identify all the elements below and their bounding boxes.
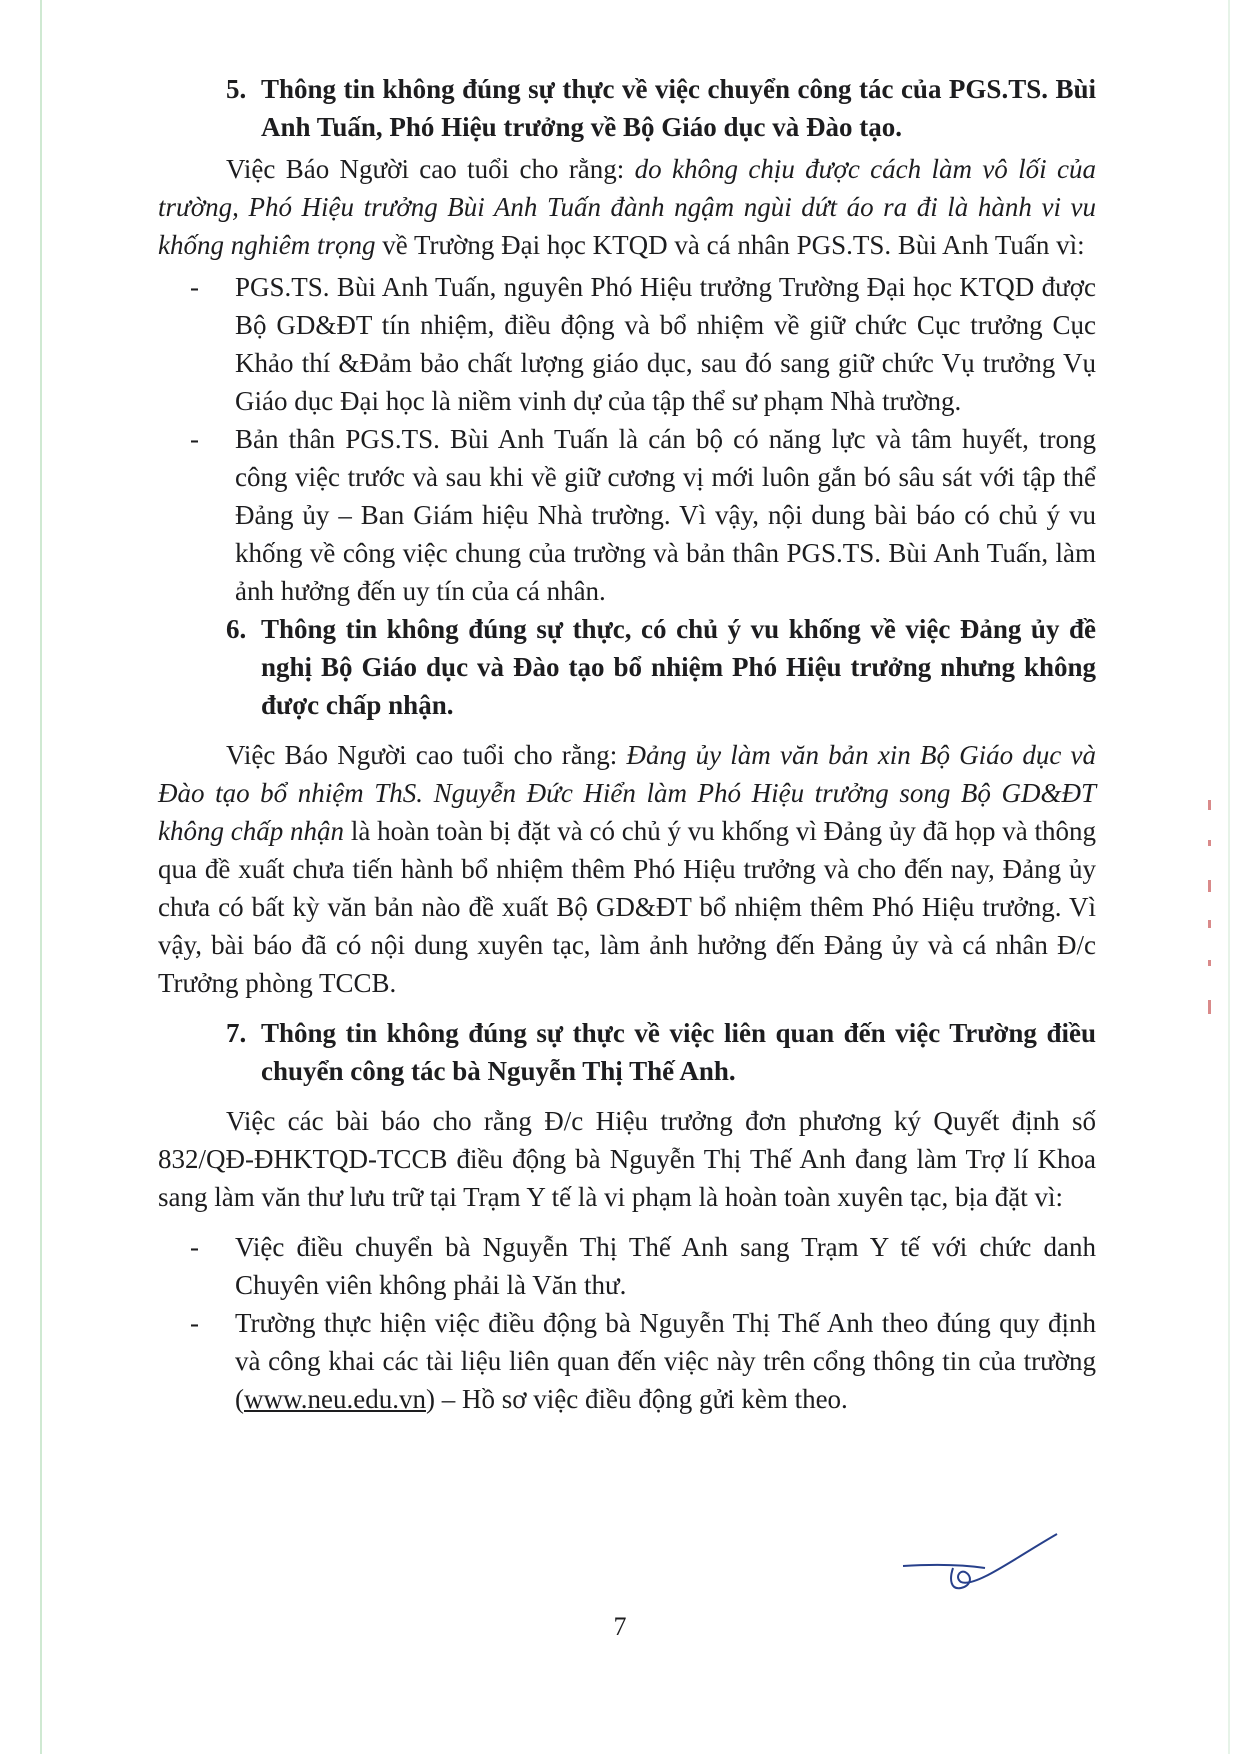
page-edge-right: [1228, 0, 1230, 1754]
bullet-text: Bản thân PGS.TS. Bùi Anh Tuấn là cán bộ có năng lực và tâm huyết, trong công việc trước và sau khi về giữ cương vị mới luôn gắn bó sâu sát với tập thể Đảng ủy – Ban Giám hiệu Nhà trường. Vì vậy, nội dung bài báo có chủ ý vu khống về công việc chung của trường và bản thân PGS.TS. Bùi Anh Tuấn, làm ảnh hưởng đến uy tín của cá nhân.: [235, 424, 1096, 606]
signature-initial-icon: [895, 1528, 1065, 1598]
website-link[interactable]: www.neu.edu.vn: [244, 1384, 426, 1414]
list-item: [158, 268, 1096, 420]
section-7-intro: Việc các bài báo cho rằng Đ/c Hiệu trưởng đơn phương ký Quyết định số 832/QĐ-ĐHKTQD-TCCB điều động bà Nguyễn Thị Thế Anh đang làm Trợ lí Khoa sang làm văn thư lưu trữ tại Trạm Y tế là vi phạm là hoàn toàn xuyên tạc, bịa đặt vì:: [158, 1106, 1096, 1212]
list-item: [158, 420, 1096, 610]
bullet-dash: -: [190, 272, 199, 302]
document-body: [158, 70, 1096, 1418]
section-number: 5.: [226, 74, 247, 104]
page-edge-left: [40, 0, 42, 1754]
bullet-text: Trường thực hiện việc điều động bà Nguyễn Thị Thế Anh theo đúng quy định và công khai các tài liệu liên quan đến việc này trên cổng thông tin của trường (www.neu.edu.vn) – Hồ sơ việc điều động gửi kèm theo.: [235, 1308, 1096, 1414]
section-title: Thông tin không đúng sự thực, có chủ ý vu khống về việc Đảng ủy đề nghị Bộ Giáo dục và Đào tạo bổ nhiệm Phó Hiệu trưởng nhưng không được chấp nhận.: [261, 614, 1096, 720]
section-5-heading: [158, 70, 1096, 146]
list-item: [158, 1304, 1096, 1418]
bullet-dash: -: [190, 1308, 199, 1338]
section-6-heading: [158, 610, 1096, 724]
margin-marks: [1208, 800, 1220, 1020]
bullet-text: PGS.TS. Bùi Anh Tuấn, nguyên Phó Hiệu trưởng Trường Đại học KTQD được Bộ GD&ĐT tín nhiệm, điều động và bổ nhiệm về giữ chức Cục trưởng Cục Khảo thí &Đảm bảo chất lượng giáo dục, sau đó sang giữ chức Vụ trưởng Vụ Giáo dục Đại học là niềm vinh dự của tập thể sư phạm Nhà trường.: [235, 272, 1096, 416]
bullet-text: Việc điều chuyển bà Nguyễn Thị Thế Anh sang Trạm Y tế với chức danh Chuyên viên không phải là Văn thư.: [235, 1232, 1096, 1300]
section-number: 7.: [226, 1018, 247, 1048]
section-number: 6.: [226, 614, 247, 644]
section-7-heading: [158, 1014, 1096, 1090]
list-item: [158, 1228, 1096, 1304]
bullet-dash: -: [190, 1232, 199, 1262]
section-title: Thông tin không đúng sự thực về việc liên quan đến việc Trường điều chuyển công tác bà Nguyễn Thị Thế Anh.: [261, 1018, 1096, 1086]
page-number: 7: [613, 1612, 627, 1641]
bullet-dash: -: [190, 424, 199, 454]
section-title: Thông tin không đúng sự thực về việc chuyển công tác của PGS.TS. Bùi Anh Tuấn, Phó Hiệu trưởng về Bộ Giáo dục và Đào tạo.: [261, 74, 1096, 142]
section-6-intro: Việc Báo Người cao tuổi cho rằng: Đảng ủy làm văn bản xin Bộ Giáo dục và Đào tạo bổ nhiệm ThS. Nguyễn Đức Hiển làm Phó Hiệu trưởng song Bộ GD&ĐT không chấp nhận là hoàn toàn bị đặt và có chủ ý vu khống vì Đảng ủy đã họp và thông qua đề xuất chưa tiến hành bổ nhiệm thêm Phó Hiệu trưởng và cho đến nay, Đảng ủy chưa có bất kỳ văn bản nào đề xuất Bộ GD&ĐT bổ nhiệm thêm Phó Hiệu trưởng. Vì vậy, bài báo đã có nội dung xuyên tạc, làm ảnh hưởng đến Đảng ủy và cá nhân Đ/c Trưởng phòng TCCB.: [158, 740, 1096, 998]
section-5-intro: Việc Báo Người cao tuổi cho rằng: do không chịu được cách làm vô lối của trường, Phó Hiệu trưởng Bùi Anh Tuấn đành ngậm ngùi dứt áo ra đi là hành vi vu khống nghiêm trọng về Trường Đại học KTQD và cá nhân PGS.TS. Bùi Anh Tuấn vì:: [158, 154, 1097, 260]
